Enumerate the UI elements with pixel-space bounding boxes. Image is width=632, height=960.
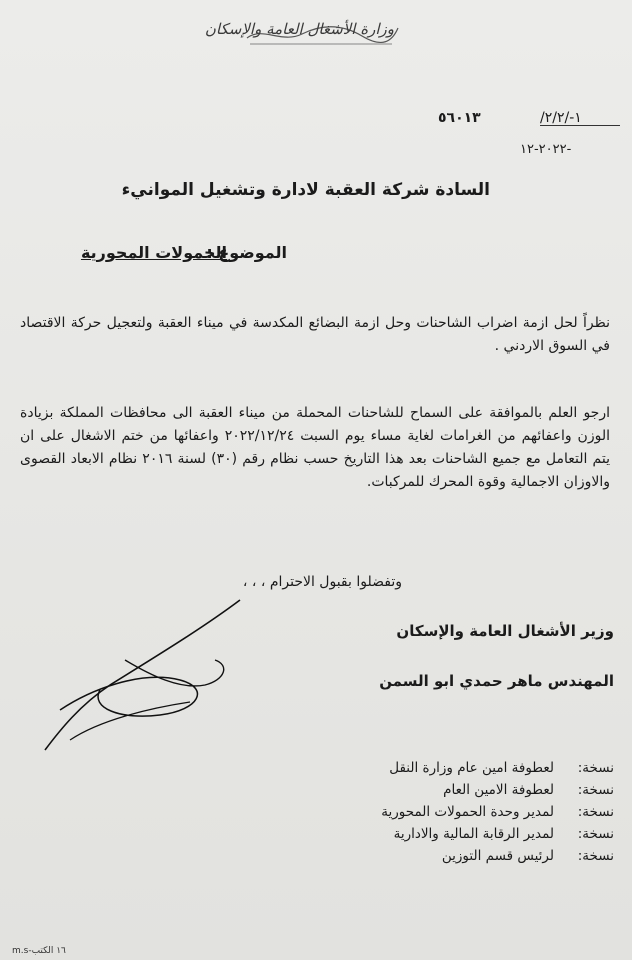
copy-label: نسخة: [577, 848, 614, 864]
body-paragraph-1: نظراً لحل ازمة اضراب الشاحنات وحل ازمة البضائع المكدسة في ميناء العقبة ولتعجيل حركة الاقتصاد في السوق الاردني . [20, 315, 610, 354]
closing-line: وتفضلوا بقبول الاحترام ، ، ، [242, 574, 402, 590]
copy-recipient: لعطوفة امين عام وزارة النقل [389, 760, 554, 776]
addressee: السادة شركة العقبة لادارة وتشغيل الموانيء [121, 180, 490, 200]
copy-label: نسخة: [577, 782, 614, 798]
body-paragraph-2: ارجو العلم بالموافقة على السماح للشاحنات المحملة من ميناء العقبة الى محافظات المملكة بزيادة الوزن واعفائهم من الغرامات لغاية مساء يوم السبت ٢٠٢٢/١٢/٢٤ واعفائها من ختم الاشغال على ان يتم التعامل مع جميع الشاحنات بعد هذا التاريخ حسب نظام رقم (٣٠) لسنة ٢٠١٦ نظام الابعاد القصوى والاوزان الاجمالية وقوة المحرك للمركبات. [20, 405, 610, 490]
copy-label: نسخة: [577, 804, 614, 820]
ministry-name: وزارة الأشغال العامة والإسكان [204, 20, 394, 38]
handwritten-signature [30, 590, 260, 760]
date-underline [540, 125, 620, 126]
copy-row [381, 826, 614, 848]
letter-date: ٢٠٢٢-١٢- [520, 142, 572, 157]
copy-recipient: لمدير وحدة الحمولات المحورية [381, 804, 554, 820]
subject-value: الحمولات المحورية [80, 243, 227, 262]
copies-list [381, 760, 614, 870]
reference-code: ١-/٢/٢/ [540, 110, 582, 126]
copy-label: نسخة: [577, 826, 614, 842]
copy-recipient: لرئيس قسم التوزين [441, 848, 554, 864]
copy-recipient: لمدير الرقابة المالية والادارية [393, 826, 554, 842]
signatory-name: المهندس ماهر حمدي ابو السمن [379, 672, 614, 690]
copy-label: نسخة: [577, 760, 614, 776]
copy-row [381, 782, 614, 804]
signatory-title: وزير الأشغال العامة والإسكان [396, 622, 614, 640]
copy-recipient: لعطوفة الامين العام [443, 782, 554, 798]
copy-row [381, 848, 614, 870]
form-code: m.s-١٦ الكتب [12, 946, 66, 956]
copy-row [381, 760, 614, 782]
reference-number: ٥٦٠١٣ [438, 110, 481, 126]
copy-row [381, 804, 614, 826]
subject-label: الموضوع : [206, 243, 287, 262]
